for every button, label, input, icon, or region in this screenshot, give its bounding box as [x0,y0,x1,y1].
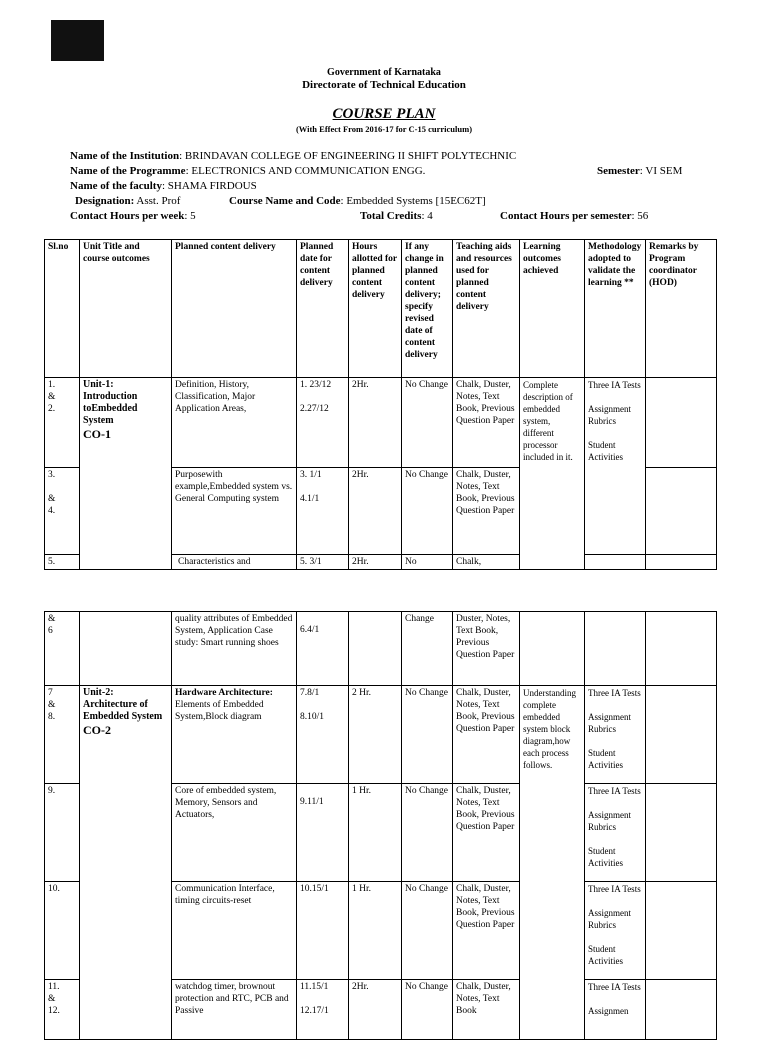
table-header-row [45,240,717,378]
aids-cell: Chalk, [453,555,520,570]
change-cell: No [402,555,453,570]
hours-cell: 1 Hr. [349,882,402,980]
change-cell: No Change [402,686,453,784]
column-header: If any change in planned content delivery; specify revised date of content delivery [402,240,453,378]
method-cell: Three IA Tests Assignment Rubrics Student Activities [585,378,646,555]
date-cell: 5. 3/1 [297,555,349,570]
hours-cell: 2Hr. [349,555,402,570]
unit-title-cell [80,378,172,570]
change-cell: No Change [402,468,453,555]
slno-cell: 9. [45,784,80,882]
slno-cell: & 6 [45,612,80,686]
table-row [45,686,717,784]
date-cell: 6.4/1 [297,612,349,686]
course-plan-table-2 [44,611,717,1040]
contact-week-line: Contact Hours per week: 5 [70,210,196,222]
remarks-cell [646,612,717,686]
aids-cell: Chalk, Duster, Notes, Text Book, Previous Question Paper [453,468,520,555]
semester-line: Semester: VI SEM [597,165,683,177]
method-cell: Three IA Tests Assignment Rubrics Student Activities [585,686,646,784]
slno-cell: 7 & 8. [45,686,80,784]
aids-cell: Chalk, Duster, Notes, Text Book, Previous Question Paper [453,378,520,468]
column-header: Methodology adopted to validate the learning ** [585,240,646,378]
content-cell: Characteristics and [172,555,297,570]
table-row [45,378,717,468]
effect-note: (With Effect From 2016-17 for C-15 curriculum) [295,124,473,134]
date-cell: 9.11/1 [297,784,349,882]
content-cell: Definition, History, Classification, Major Application Areas, [172,378,297,468]
course-plan-table-1 [44,239,717,570]
unit-title-cell [80,612,172,686]
column-header: Remarks by Program coordinator (HOD) [646,240,717,378]
slno-cell: 11. & 12. [45,980,80,1040]
government-heading: Government of Karnataka [327,67,441,78]
column-header: Planned content delivery [172,240,297,378]
slno-cell: 1. & 2. [45,378,80,468]
course-outcome: CO-1 [83,427,111,441]
programme-line: Name of the Programme: ELECTRONICS AND COMMUNICATION ENGG. [70,165,426,177]
hours-cell: 2Hr. [349,980,402,1040]
institution-line: Name of the Institution: BRINDAVAN COLLEGE OF ENGINEERING II SHIFT POLYTECHNIC [70,150,517,162]
content-cell: Hardware Architecture: Elements of Embedded System,Block diagram [172,686,297,784]
column-header: Planned date for content delivery [297,240,349,378]
date-cell: 10.15/1 [297,882,349,980]
hardware-architecture-label: Hardware Architecture: [175,688,273,698]
method-cell [585,555,646,570]
hours-cell: 2 Hr. [349,686,402,784]
outcome-cell [520,612,585,686]
column-header: Hours allotted for planned content delivery [349,240,402,378]
method-cell [585,612,646,686]
change-cell: No Change [402,980,453,1040]
hours-cell: 2Hr. [349,378,402,468]
content-cell: Communication Interface, timing circuits-reset [172,882,297,980]
date-cell: 1. 23/12 2.27/12 [297,378,349,468]
hours-cell: 1 Hr. [349,784,402,882]
date-cell: 3. 1/1 4.1/1 [297,468,349,555]
content-cell: quality attributes of Embedded System, Application Case study: Smart running shoes [172,612,297,686]
method-cell: Three IA Tests Assignment Rubrics Student Activities [585,882,646,980]
faculty-line: Name of the faculty: SHAMA FIRDOUS [70,180,257,192]
contact-sem-line: Contact Hours per semester: 56 [500,210,649,222]
change-cell: No Change [402,784,453,882]
remarks-cell [646,882,717,980]
slno-cell: 3. & 4. [45,468,80,555]
column-header: Teaching aids and resources used for planned content delivery [453,240,520,378]
slno-cell: 10. [45,882,80,980]
designation-line: Designation: Asst. Prof [75,195,181,207]
date-cell: 7.8/1 8.10/1 [297,686,349,784]
unit-title: Unit-1: Introduction toEmbedded System [83,379,138,426]
aids-cell: Chalk, Duster, Notes, Text Book [453,980,520,1040]
content-cell: watchdog timer, brownout protection and RTC, PCB and Passive [172,980,297,1040]
content-cell: Core of embedded system, Memory, Sensors and Actuators, [172,784,297,882]
remarks-cell [646,555,717,570]
course-outcome: CO-2 [83,723,111,737]
change-cell: No Change [402,882,453,980]
table-row [45,612,717,686]
emblem-logo [51,20,104,61]
method-cell: Three IA Tests Assignment Rubrics Student Activities [585,784,646,882]
remarks-cell [646,468,717,555]
slno-cell: 5. [45,555,80,570]
directorate-heading: Directorate of Technical Education [302,79,466,91]
method-cell: Three IA Tests Assignmen [585,980,646,1040]
course-line: Course Name and Code: Embedded Systems [15EC62T] [229,195,486,207]
unit-title: Unit-2: Architecture of Embedded System [83,687,163,722]
remarks-cell [646,686,717,784]
aids-cell: Chalk, Duster, Notes, Text Book, Previous Question Paper [453,686,520,784]
credits-line: Total Credits: 4 [360,210,433,222]
content-cell: Purposewith example,Embedded system vs. General Computing system [172,468,297,555]
date-cell: 11.15/1 12.17/1 [297,980,349,1040]
remarks-cell [646,980,717,1040]
aids-cell: Chalk, Duster, Notes, Text Book, Previous Question Paper [453,882,520,980]
column-header: Learning outcomes achieved [520,240,585,378]
page-title: COURSE PLAN [332,106,436,122]
outcome-cell: Understanding complete embedded system block diagram,how each process follows. [520,686,585,1040]
column-header: Sl.no [45,240,80,378]
aids-cell: Duster, Notes, Text Book, Previous Question Paper [453,612,520,686]
remarks-cell [646,378,717,468]
column-header: Unit Title and course outcomes [80,240,172,378]
aids-cell: Chalk, Duster, Notes, Text Book, Previous Question Paper [453,784,520,882]
hours-cell: 2Hr. [349,468,402,555]
change-cell: No Change [402,378,453,468]
remarks-cell [646,784,717,882]
outcome-cell: Complete description of embedded system, different processor included in it. [520,378,585,570]
change-cell: Change [402,612,453,686]
unit-title-cell [80,686,172,1040]
hours-cell [349,612,402,686]
